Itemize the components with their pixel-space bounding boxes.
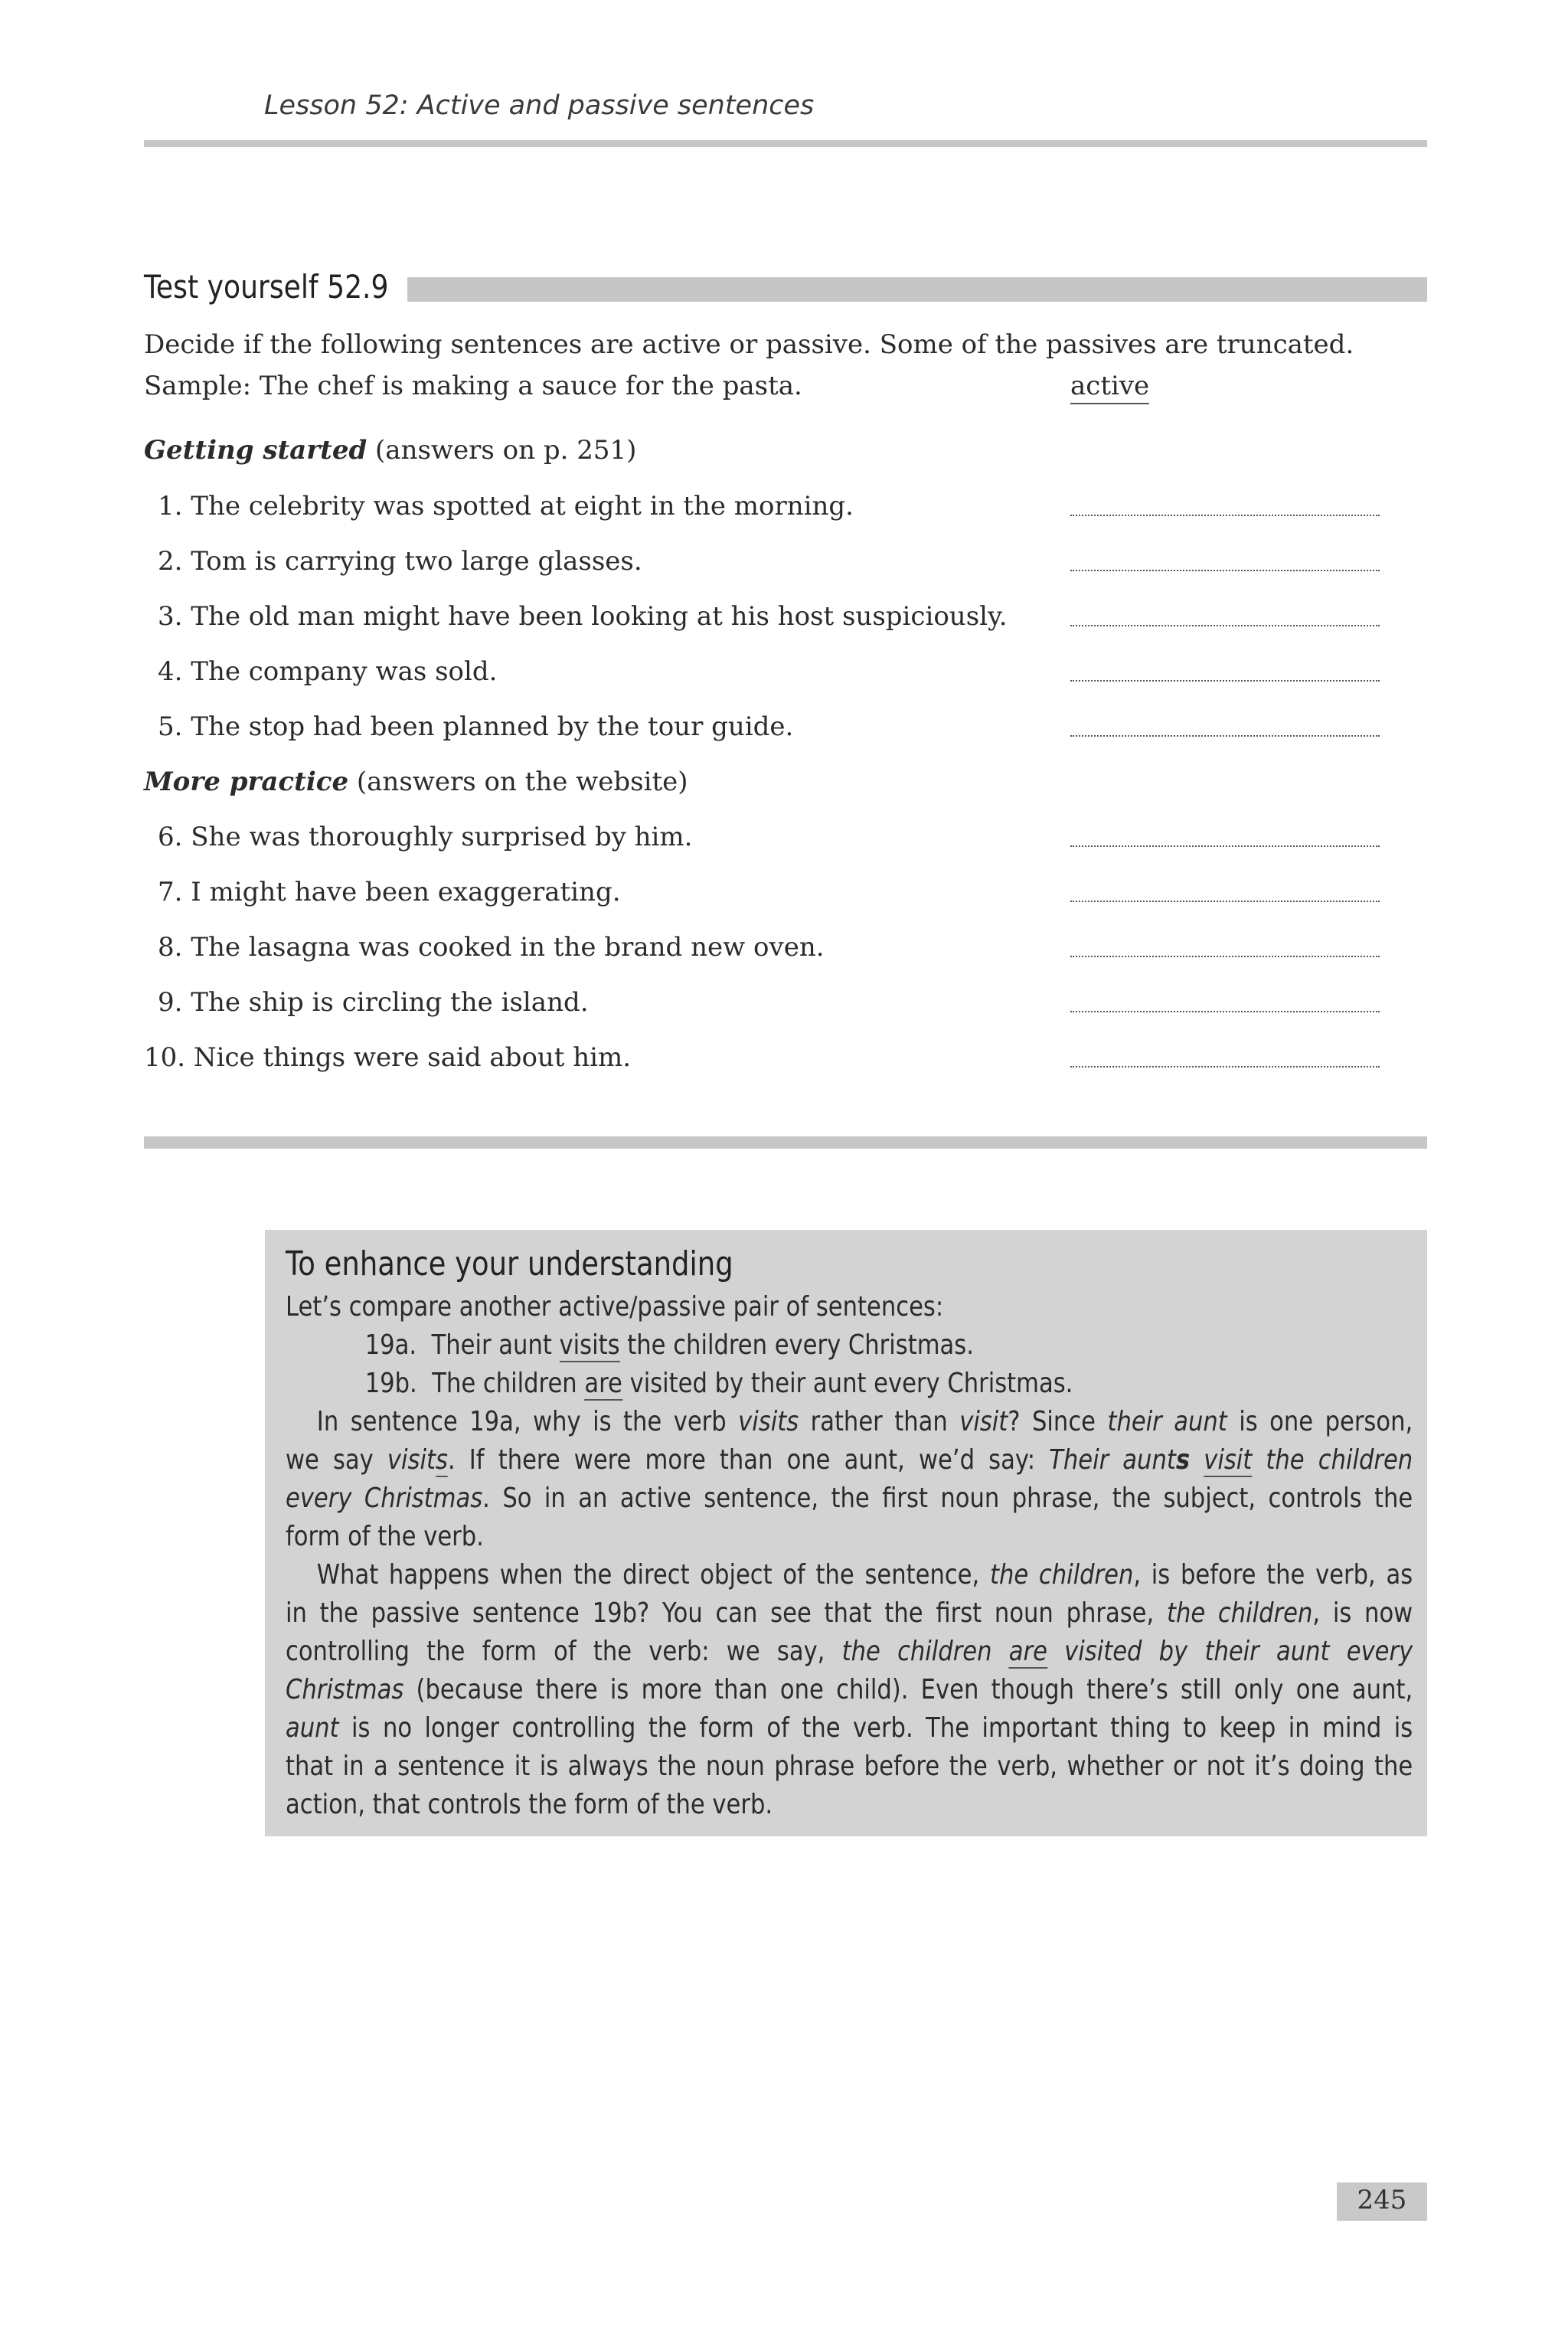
example-number: 19a. (364, 1329, 417, 1361)
text-run: is one person, (1227, 1406, 1413, 1437)
example-verb: visits (559, 1329, 620, 1361)
test-title-bar (407, 277, 1427, 302)
item-text: Nice things were said about him. (193, 1042, 632, 1073)
answer-blank-1[interactable] (1070, 515, 1380, 516)
text-run: the children (1166, 1597, 1313, 1629)
para1-line1 (286, 1406, 1413, 1437)
text-run: visited by their aunt every (1047, 1636, 1413, 1667)
more-practice-heading: More practice (144, 767, 349, 797)
answer-blank-4[interactable] (1070, 680, 1380, 682)
text-run: is no longer controlling the form of the verb. The important thing to keep in mind is (338, 1712, 1413, 1744)
exercise-item-10 (144, 1042, 631, 1073)
more-practice-label (144, 767, 688, 797)
text-run: the children (989, 1559, 1134, 1591)
para2-line3 (286, 1636, 1413, 1667)
example-19a (286, 1329, 1243, 1361)
item-number: 6. (158, 822, 183, 852)
example-post: visited by their aunt every Christmas. (622, 1368, 1073, 1399)
example-number: 19b. (364, 1368, 417, 1399)
text-run: rather than (799, 1406, 960, 1437)
para2-line5 (286, 1712, 1413, 1744)
item-text: The stop had been planned by the tour guide. (191, 711, 794, 742)
item-number: 5. (158, 711, 183, 742)
para2-line4 (286, 1674, 1413, 1705)
example-pre: The children (432, 1368, 585, 1399)
answer-blank-9[interactable] (1070, 1011, 1380, 1012)
exercise-item-5 (158, 711, 793, 742)
exercise-item-8 (158, 932, 825, 963)
exercise-item-1 (158, 491, 854, 521)
box-intro: Let’s compare another active/passive pair of sentences: (286, 1291, 944, 1323)
example-post: the children every Christmas. (619, 1329, 974, 1361)
item-number: 9. (158, 987, 183, 1018)
text-run: . If there were more than one aunt, we’d say: (447, 1444, 1050, 1476)
more-practice-note: (answers on the website) (356, 767, 688, 797)
test-instruction: Decide if the following sentences are active or passive. Some of the passives are truncated. (144, 329, 1354, 360)
text-run: every Christmas (286, 1483, 483, 1514)
para2-line7: action, that controls the form of the verb. (286, 1789, 773, 1820)
text-run: visit (959, 1406, 1008, 1437)
para1-line3 (286, 1483, 1413, 1514)
item-text: The lasagna was cooked in the brand new oven. (191, 932, 825, 963)
answer-blank-6[interactable] (1070, 845, 1380, 847)
text-run: , is before the verb, as (1133, 1559, 1413, 1591)
item-number: 2. (158, 546, 183, 577)
section-divider (144, 1136, 1427, 1149)
para2-line2 (286, 1597, 1413, 1629)
text-run: the children (1252, 1444, 1413, 1476)
sample-answer: active (1070, 371, 1149, 404)
example-19b (286, 1368, 1243, 1399)
text-run (1190, 1444, 1204, 1476)
page-number: 245 (1357, 2185, 1407, 2215)
getting-started-heading: Getting started (144, 435, 368, 466)
exercise-item-4 (158, 656, 497, 687)
text-run: visit (387, 1444, 436, 1476)
item-text: She was thoroughly surprised by him. (191, 822, 693, 852)
getting-started-label (144, 435, 636, 466)
sample-sentence: Sample: The chef is making a sauce for the pasta. (144, 371, 802, 401)
para2-line1 (286, 1559, 1413, 1591)
item-number: 7. (158, 877, 183, 907)
text-run: Christmas (286, 1674, 404, 1705)
item-text: The company was sold. (191, 656, 498, 687)
para2-line6 (286, 1751, 1413, 1782)
header-rule (144, 140, 1427, 147)
text-run: controlling the form of the verb: we say, (286, 1636, 842, 1667)
answer-blank-10[interactable] (1070, 1066, 1380, 1068)
item-text: The celebrity was spotted at eight in the morning. (191, 491, 854, 521)
item-number: 1. (158, 491, 183, 521)
item-number: 8. (158, 932, 183, 963)
test-title: Test yourself 52.9 (144, 268, 389, 306)
exercise-item-2 (158, 546, 642, 577)
text-run: , is now (1312, 1597, 1413, 1629)
para1-line4: form of the verb. (286, 1521, 484, 1552)
answer-blank-2[interactable] (1070, 570, 1380, 571)
example-pre: Their aunt (431, 1329, 560, 1361)
answer-blank-8[interactable] (1070, 956, 1380, 957)
item-text: I might have been exaggerating. (191, 877, 621, 907)
text-run: aunt (286, 1712, 339, 1744)
text-run: Their aunt (1049, 1444, 1176, 1476)
text-run: visit (1204, 1444, 1253, 1476)
text-run: . So in an active sentence, the first noun phrase, the subject, controls the (482, 1483, 1413, 1514)
item-number: 4. (158, 656, 183, 687)
item-text: The old man might have been looking at his host suspiciously. (191, 601, 1008, 632)
text-run: In sentence 19a, why is the verb (316, 1406, 739, 1437)
para1-line2 (286, 1444, 1413, 1476)
text-run: (because there is more than one child). Even though there’s still only one aunt, (403, 1674, 1413, 1705)
text-run: the children (841, 1636, 1009, 1667)
item-number: 10. (144, 1042, 186, 1073)
text-run: visits (738, 1406, 799, 1437)
getting-started-note: (answers on p. 251) (375, 435, 637, 466)
example-verb: are (584, 1368, 622, 1399)
text-run: that in a sentence it is always the noun phrase before the verb, whether or not it’s doing the (286, 1751, 1413, 1782)
answer-blank-3[interactable] (1070, 625, 1380, 626)
text-run: s (1175, 1444, 1191, 1476)
text-run: we say (286, 1444, 387, 1476)
text-run: ? Since (1008, 1406, 1108, 1437)
text-run: s (435, 1444, 448, 1476)
answer-blank-7[interactable] (1070, 901, 1380, 902)
exercise-item-3 (158, 601, 1008, 632)
exercise-item-6 (158, 822, 692, 852)
text-run: their aunt (1107, 1406, 1227, 1437)
text-run: are (1008, 1636, 1047, 1667)
item-number: 3. (158, 601, 183, 632)
item-text: The ship is circling the island. (191, 987, 589, 1018)
item-text: Tom is carrying two large glasses. (191, 546, 642, 577)
lesson-title: Lesson 52: Active and passive sentences (264, 90, 815, 121)
text-run: in the passive sentence 19b? You can see that the first noun phrase, (286, 1597, 1167, 1629)
text-run: What happens when the direct object of the sentence, (316, 1559, 990, 1591)
exercise-item-7 (158, 877, 621, 907)
box-title: To enhance your understanding (286, 1244, 733, 1283)
answer-blank-5[interactable] (1070, 735, 1380, 737)
exercise-item-9 (158, 987, 589, 1018)
